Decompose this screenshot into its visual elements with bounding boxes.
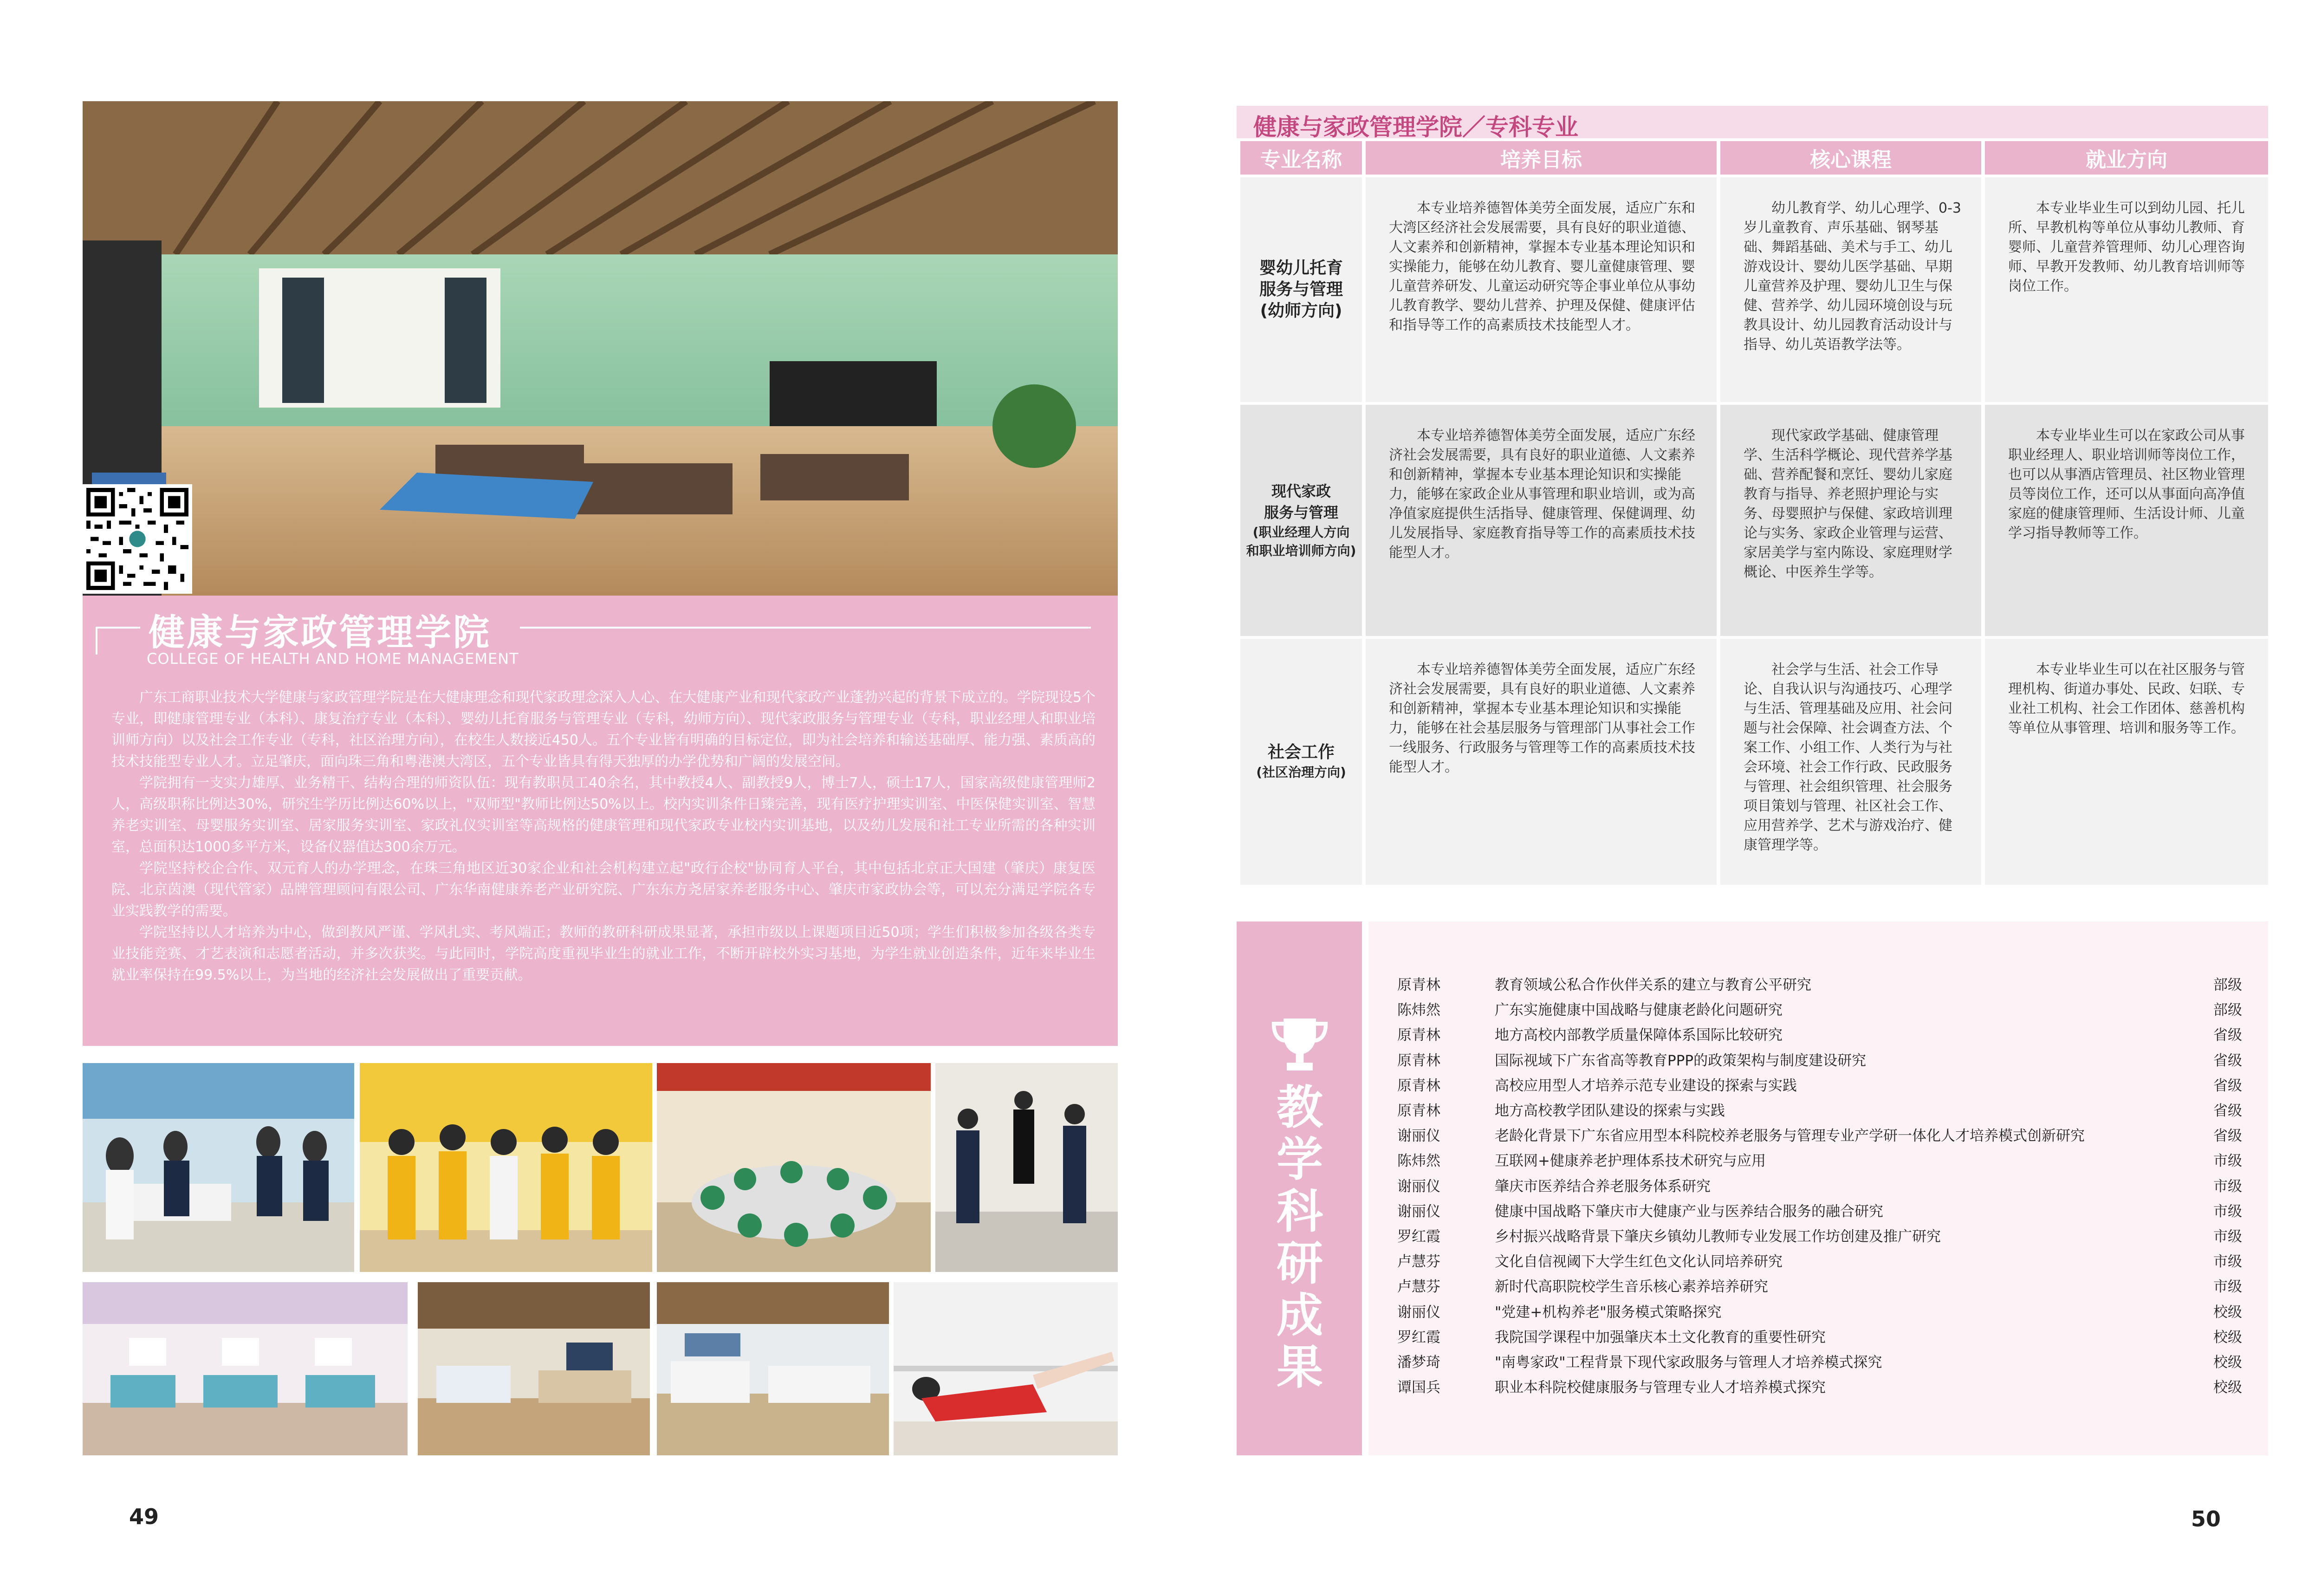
- research-item: [1397, 1275, 2242, 1300]
- research-item: [1397, 1074, 2242, 1099]
- research-topic: "党建+机构养老"服务模式策略探究: [1495, 1304, 1722, 1321]
- research-topic: 老龄化背景下广东省应用型本科院校养老服务与管理专业产学研一体化人才培养模式创新研究: [1495, 1128, 2085, 1145]
- table-row: [1240, 639, 2268, 885]
- research-item: [1397, 1300, 2242, 1325]
- major-goal-text: 本专业培养德智体美劳全面发展，适应广东经济社会发展需要，具有良好的职业道德、人文素养和创新精神，掌握本专业基本理论知识和实操能力，能够在家政企业从事管理和职业培训，或为高净值家庭提供生活指导、健康管理、保健调理、幼儿发展指导、家庭教育指导等工作的高素质技术技能型人才。: [1389, 428, 1695, 561]
- title-frame-top-right: [520, 627, 1091, 629]
- research-author: 原青林: [1397, 977, 1440, 993]
- major-goal-text: 本专业培养德智体美劳全面发展，适应广东经济社会发展需要，具有良好的职业道德、人文素养和创新精神，掌握本专业基本理论知识和实操能力，能够在社会基层服务与管理部门从事社会工作一线服务、行政服务与管理等工作的高素质技术技能型人才。: [1389, 662, 1695, 775]
- major-name-text: 社会工作: [1267, 743, 1335, 762]
- header-goal: 培养目标: [1366, 141, 1717, 175]
- research-topic: 肇庆市医养结合养老服务体系研究: [1495, 1178, 1711, 1195]
- college-title: 健康与家政管理学院: [149, 612, 492, 654]
- research-topic: 广东实施健康中国战略与健康老龄化问题研究: [1495, 1002, 1783, 1019]
- research-level: 省级: [2213, 1103, 2242, 1119]
- major-courses: [1720, 177, 1981, 402]
- research-author: 谭国兵: [1397, 1379, 1440, 1396]
- research-topic: 职业本科院校健康服务与管理专业人才培养模式探究: [1495, 1379, 1826, 1396]
- research-level: 部级: [2213, 977, 2242, 993]
- research-author: 陈炜然: [1397, 1002, 1440, 1019]
- research-level: 校级: [2213, 1354, 2242, 1371]
- majors-table: [1237, 138, 2272, 888]
- research-level: 省级: [2213, 1027, 2242, 1044]
- research-author: 原青林: [1397, 1077, 1440, 1094]
- major-jobs: [1985, 405, 2268, 636]
- photo-care-room: [418, 1282, 650, 1455]
- major-name-text: 现代家政 服务与管理: [1264, 482, 1338, 521]
- research-author: 原青林: [1397, 1027, 1440, 1044]
- research-topic: 国际视域下广东省高等教育PPP的政策架构与制度建设研究: [1495, 1052, 1867, 1069]
- major-goal: [1366, 639, 1717, 885]
- photo-children-circle: [657, 1063, 931, 1272]
- research-item: [1397, 1375, 2242, 1401]
- major-goal-text: 本专业培养德智体美劳全面发展，适应广东和大湾区经济社会发展需要，具有良好的职业道德、人文素养和创新精神，掌握本专业基本理论知识和实操能力，能够在幼儿教育、婴儿童健康管理、婴儿童营养研发、儿童运动研究等企事业单位从事幼儿教育教学、婴幼儿营养、护理及保健、健康评估和指导等工作的高素质技术技能型人才。: [1389, 200, 1695, 333]
- major-courses: [1720, 639, 1981, 885]
- title-frame-left: [96, 627, 97, 655]
- major-name-text: 婴幼儿托育 服务与管理 (幼师方向): [1259, 259, 1343, 320]
- research-topic: 新时代高职院校学生音乐核心素养培养研究: [1495, 1278, 1768, 1296]
- research-author: 潘梦琦: [1397, 1354, 1440, 1371]
- classroom-photo: [83, 101, 1118, 596]
- research-topic: 教育领域公私合作伙伴关系的建立与教育公平研究: [1495, 977, 1811, 993]
- major-courses-text: 幼儿教育学、幼儿心理学、0-3岁儿童教育、声乐基础、钢琴基础、舞蹈基础、美术与手工、幼儿游戏设计、婴幼儿医学基础、早期儿童营养及护理、婴幼儿卫生与保健、营养学、幼儿园环境创设与玩教具设计、幼儿园教育活动设计与指导、幼儿英语教学法等。: [1744, 200, 1961, 353]
- research-author: 罗红霞: [1397, 1228, 1440, 1245]
- research-item: [1397, 1325, 2242, 1350]
- research-item: [1397, 1174, 2242, 1200]
- major-name-sub: (职业经理人方向 和职业培训师方向): [1246, 525, 1356, 558]
- header-major: 专业名称: [1240, 141, 1362, 175]
- intro-text: [111, 687, 1096, 986]
- intro-paragraph: 学院坚持校企合作、双元育人的办学理念，在珠三角地区近30家企业和社会机构建立起"政行企校"协同育人平台，其中包括北京正大国建（肇庆）康复医院、北京茵澳（现代管家）品牌管理顾问有限公司、广东华南健康养老产业研究院、广东东方尧居家养老服务中心、肇庆市家政协会等，可以充分满足学院各专业实践教学的需要。: [111, 860, 1096, 919]
- research-item: [1397, 1099, 2242, 1124]
- major-jobs-text: 本专业毕业生可以到幼儿园、托儿所、早教机构等单位从事幼儿教师、育婴师、儿童营养管理师、幼儿心理咨询师、早教开发教师、幼儿教育培训师等岗位工作。: [2008, 200, 2245, 294]
- photo-dance-practice: [894, 1282, 1118, 1455]
- table-title: 健康与家政管理学院／专科专业: [1253, 114, 1578, 141]
- research-level: 市级: [2213, 1278, 2242, 1296]
- research-level: 市级: [2213, 1153, 2242, 1170]
- research-item: [1397, 1225, 2242, 1250]
- research-topic: 高校应用型人才培养示范专业建设的探索与实践: [1495, 1077, 1797, 1094]
- major-goal: [1366, 405, 1717, 636]
- research-level: 市级: [2213, 1178, 2242, 1195]
- research-item: [1397, 1049, 2242, 1074]
- research-author: 谢丽仪: [1397, 1304, 1440, 1321]
- header-jobs: 就业方向: [1985, 141, 2268, 175]
- research-level: 省级: [2213, 1052, 2242, 1069]
- research-level: 校级: [2213, 1304, 2242, 1321]
- major-jobs: [1985, 639, 2268, 885]
- research-item: [1397, 1023, 2242, 1048]
- research-item: [1397, 998, 2242, 1023]
- research-author: 陈炜然: [1397, 1153, 1440, 1170]
- research-topic: 互联网+健康养老护理体系技术研究与应用: [1495, 1153, 1766, 1170]
- photo-elderly-care-room: [657, 1282, 889, 1455]
- page-number-left: 49: [129, 1504, 159, 1529]
- major-jobs-text: 本专业毕业生可以在社区服务与管理机构、街道办事处、民政、妇联、专业社工机构、社会工作团体、慈善机构等单位从事管理、培训和服务等工作。: [2008, 662, 2245, 736]
- research-author: 谢丽仪: [1397, 1178, 1440, 1195]
- major-courses-text: 社会学与生活、社会工作导论、自我认识与沟通技巧、心理学与生活、管理基础及应用、社会问题与社会保障、社会调查方法、个案工作、小组工作、人类行为与社会环境、社会工作行政、民政服务与管理、社会组织管理、社会服务项目策划与管理、社区社会工作、应用营养学、艺术与游戏治疗、健康管理学等。: [1744, 662, 1952, 853]
- major-courses-text: 现代家政学基础、健康管理学、生活科学概论、现代营养学基础、营养配餐和烹饪、婴幼儿家庭教育与指导、养老照护理论与实务、母婴照护与保健、家政培训理论与实务、家政企业管理与运营、家居美学与室内陈设、家庭理财学概论、中医养生学等。: [1744, 428, 1952, 580]
- major-courses: [1720, 405, 1981, 636]
- table-row: [1240, 177, 2268, 402]
- research-level: 校级: [2213, 1329, 2242, 1346]
- major-jobs: [1985, 177, 2268, 402]
- table-row: [1240, 405, 2268, 636]
- major-name: [1240, 639, 1362, 885]
- table-header-row: [1240, 141, 2268, 175]
- major-name-sub: (社区治理方向): [1256, 765, 1346, 780]
- intro-paragraph: 学院拥有一支实力雄厚、业务精干、结构合理的师资队伍：现有教职员工40余名，其中教授4人、副教授9人，博士7人，硕士17人，国家高级健康管理师2人，高级职称比例达30%，研究生学历比例达60%以上，"双师型"教师比例达50%以上。校内实训条件日臻完善，现有医疗护理实训室、中医保健实训室、智慧养老实训室、母婴服务实训室、居家服务实训室、家政礼仪实训室等高规格的健康管理和现代家政专业校内实训基地，以及幼儿发展和社工专业所需的各种实训室，总面积达1000多平方米，设备仪器值达300余万元。: [111, 775, 1096, 855]
- research-author: 卢慧芬: [1397, 1278, 1440, 1296]
- research-level: 校级: [2213, 1379, 2242, 1396]
- intro-paragraph: 学院坚持以人才培养为中心，做到教风严谨、学风扎实、考风端正；教师的教研科研成果显著，承担市级以上课题项目近50项；学生们积极参加各级各类专业技能竞赛、才艺表演和志愿者活动，并多次获奖。与此同时，学院高度重视毕业生的就业工作，不断开辟校外实习基地，为学生就业创造条件，近年来毕业生就业率保持在99.5%以上，为当地的经济社会发展做出了重要贡献。: [111, 924, 1096, 983]
- photo-nursery-room: [83, 1282, 408, 1455]
- research-topic: 健康中国战略下肇庆市大健康产业与医养结合服务的融合研究: [1495, 1203, 1883, 1220]
- research-item: [1397, 1350, 2242, 1375]
- research-item: [1397, 1250, 2242, 1275]
- photo-butlers: [935, 1063, 1118, 1272]
- research-author: 谢丽仪: [1397, 1128, 1440, 1145]
- research-item: [1397, 1149, 2242, 1174]
- research-level: 市级: [2213, 1253, 2242, 1271]
- research-author: 罗红霞: [1397, 1329, 1440, 1346]
- trophy-icon: [1267, 1012, 1332, 1077]
- research-topic: 文化自信视阈下大学生红色文化认同培养研究: [1495, 1253, 1783, 1271]
- research-topic: 地方高校内部教学质量保障体系国际比较研究: [1495, 1027, 1783, 1044]
- major-goal: [1366, 177, 1717, 402]
- page-number-right: 50: [2191, 1506, 2221, 1531]
- research-author: 原青林: [1397, 1052, 1440, 1069]
- major-name: [1240, 177, 1362, 402]
- research-level: 市级: [2213, 1228, 2242, 1245]
- qr-code[interactable]: [83, 484, 192, 594]
- photo-training-room-beds: [83, 1063, 354, 1272]
- research-item: [1397, 1124, 2242, 1149]
- research-level: 市级: [2213, 1203, 2242, 1220]
- research-level: 省级: [2213, 1128, 2242, 1145]
- photo-students-award: [360, 1063, 652, 1272]
- college-title-en: COLLEGE OF HEALTH AND HOME MANAGEMENT: [147, 650, 519, 668]
- research-topic: 乡村振兴战略背景下肇庆乡镇幼儿教师专业发展工作坊创建及推广研究: [1495, 1228, 1941, 1245]
- intro-paragraph: 广东工商职业技术大学健康与家政管理学院是在大健康理念和现代家政理念深入人心、在大健康产业和现代家政产业蓬勃兴起的背景下成立的。学院现设5个专业，即健康管理专业（本科）、康复治疗专业（本科）、婴幼儿托育服务与管理专业（专科，幼师方向）、现代家政服务与管理专业（专科，职业经理人和职业培训师方向）以及社会工作专业（专科，社区治理方向），在校生人数接近450人。五个专业皆有明确的目标定位，即为社会培养和输送基础厚、能力强、素质高的技术技能型专业人才。立足肇庆，面向珠三角和粤港澳大湾区，五个专业皆具有得天独厚的办学优势和广阔的发展空间。: [111, 689, 1096, 770]
- research-item: [1397, 973, 2242, 998]
- research-topic: "南粤家政"工程背景下现代家政服务与管理人才培养模式探究: [1495, 1354, 1882, 1371]
- research-author: 原青林: [1397, 1103, 1440, 1119]
- research-level: 省级: [2213, 1077, 2242, 1094]
- major-name: [1240, 405, 1362, 636]
- research-item: [1397, 1200, 2242, 1225]
- research-topic: 地方高校教学团队建设的探索与实践: [1495, 1103, 1725, 1119]
- research-author: 卢慧芬: [1397, 1253, 1440, 1271]
- header-courses: 核心课程: [1720, 141, 1981, 175]
- research-author: 谢丽仪: [1397, 1203, 1440, 1220]
- research-title: 教学科研成果: [1277, 1080, 1323, 1395]
- title-frame-top-left: [96, 627, 140, 629]
- research-level: 部级: [2213, 1002, 2242, 1019]
- research-topic: 我院国学课程中加强肇庆本土文化教育的重要性研究: [1495, 1329, 1826, 1346]
- major-jobs-text: 本专业毕业生可以在家政公司从事职业经理人、职业培训师等岗位工作，也可以从事酒店管理员、社区物业管理员等岗位工作，还可以从事面向高净值家庭的健康管理师、生活设计师、儿童学习指导教师等工作。: [2008, 428, 2245, 541]
